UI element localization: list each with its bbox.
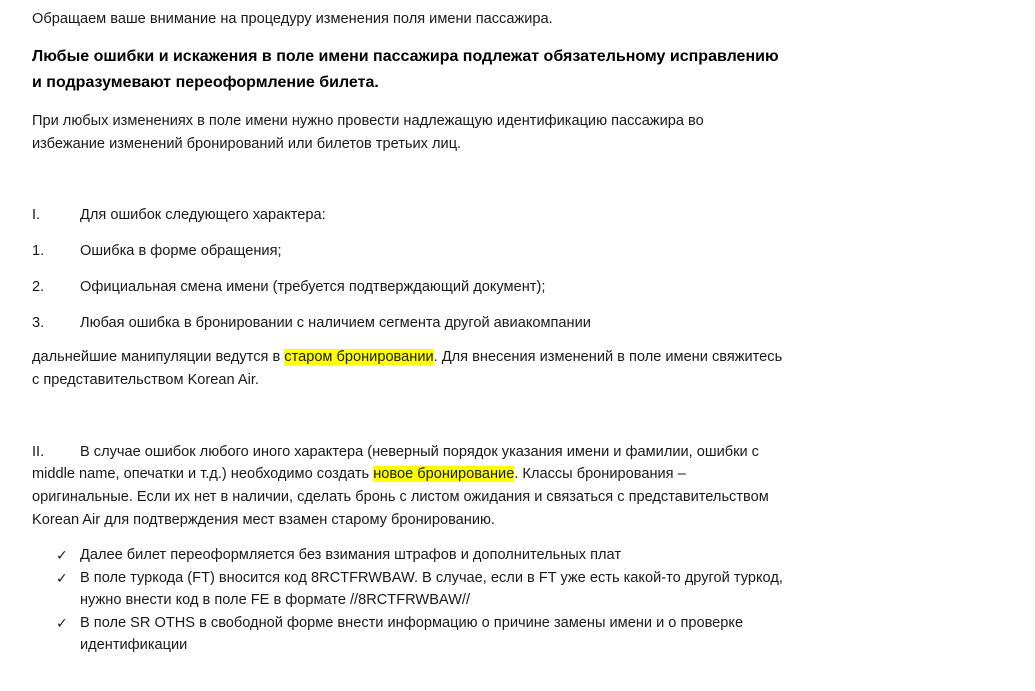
- item-number: 3.: [32, 315, 45, 331]
- checklist-text: В поле SR OTHS в свободной форме внести информацию о причине замены имени и о проверке: [80, 615, 744, 631]
- section2-line2: [32, 463, 686, 485]
- section2-text-post: . Классы бронирования –: [514, 466, 686, 482]
- item-text: Любая ошибка в бронировании с наличием сегмента другой авиакомпании: [80, 315, 591, 331]
- conclusion-text-post: . Для внесения изменений в поле имени свяжитесь: [433, 349, 783, 365]
- section1-marker: I.: [32, 207, 41, 223]
- section1-conclusion-line1: [32, 346, 782, 368]
- checklist-text: В поле туркода (FT) вносится код 8RCTFRWBAW. В случае, если в FT уже есть какой-то другой туркод,: [80, 570, 783, 586]
- checklist-text: Далее билет переоформляется без взимания штрафов и дополнительных плат: [80, 547, 622, 563]
- checklist-text: идентификации: [80, 637, 188, 653]
- identification-line2: избежание изменений бронирований или билетов третьих лиц.: [32, 136, 462, 152]
- section1-title: Для ошибок следующего характера:: [80, 207, 326, 223]
- identification-line1: При любых изменениях в поле имени нужно провести надлежащую идентификацию пассажира во: [32, 113, 704, 129]
- item-number: 1.: [32, 243, 45, 259]
- item-text: Ошибка в форме обращения;: [80, 243, 282, 259]
- highlight-old-booking: старом бронировании: [284, 349, 434, 365]
- bold-notice-line2: и подразумевают переоформление билета.: [32, 74, 379, 91]
- checklist-text: нужно внести код в поле FE в формате //8RCTFRWBAW//: [80, 592, 470, 608]
- conclusion-text-pre: дальнейшие манипуляции ведутся в: [32, 349, 285, 365]
- checkmark-icon: ✓: [56, 615, 68, 631]
- intro-text: Обращаем ваше внимание на процедуру изменения поля имени пассажира.: [32, 11, 553, 27]
- checkmark-icon: ✓: [56, 547, 68, 563]
- section2-line3: оригинальные. Если их нет в наличии, сделать бронь с листом ожидания и связаться с представительством: [32, 489, 769, 505]
- item-text: Официальная смена имени (требуется подтверждающий документ);: [80, 279, 546, 295]
- section2-line4: Korean Air для подтверждения мест взамен старому бронированию.: [32, 512, 495, 528]
- checkmark-icon: ✓: [56, 570, 68, 586]
- section2-text-pre: middle name, опечатки и т.д.) необходимо создать: [32, 466, 374, 482]
- section2-marker: II.: [32, 444, 45, 460]
- bold-notice-line1: Любые ошибки и искажения в поле имени пассажира подлежат обязательному исправлению: [32, 48, 779, 65]
- highlight-new-booking: новое бронирование: [373, 466, 515, 482]
- item-number: 2.: [32, 279, 45, 295]
- section1-conclusion-line2: с представительством Korean Air.: [32, 372, 259, 388]
- section2-text: В случае ошибок любого иного характера (неверный порядок указания имени и фамилии, ошибки с: [80, 444, 759, 460]
